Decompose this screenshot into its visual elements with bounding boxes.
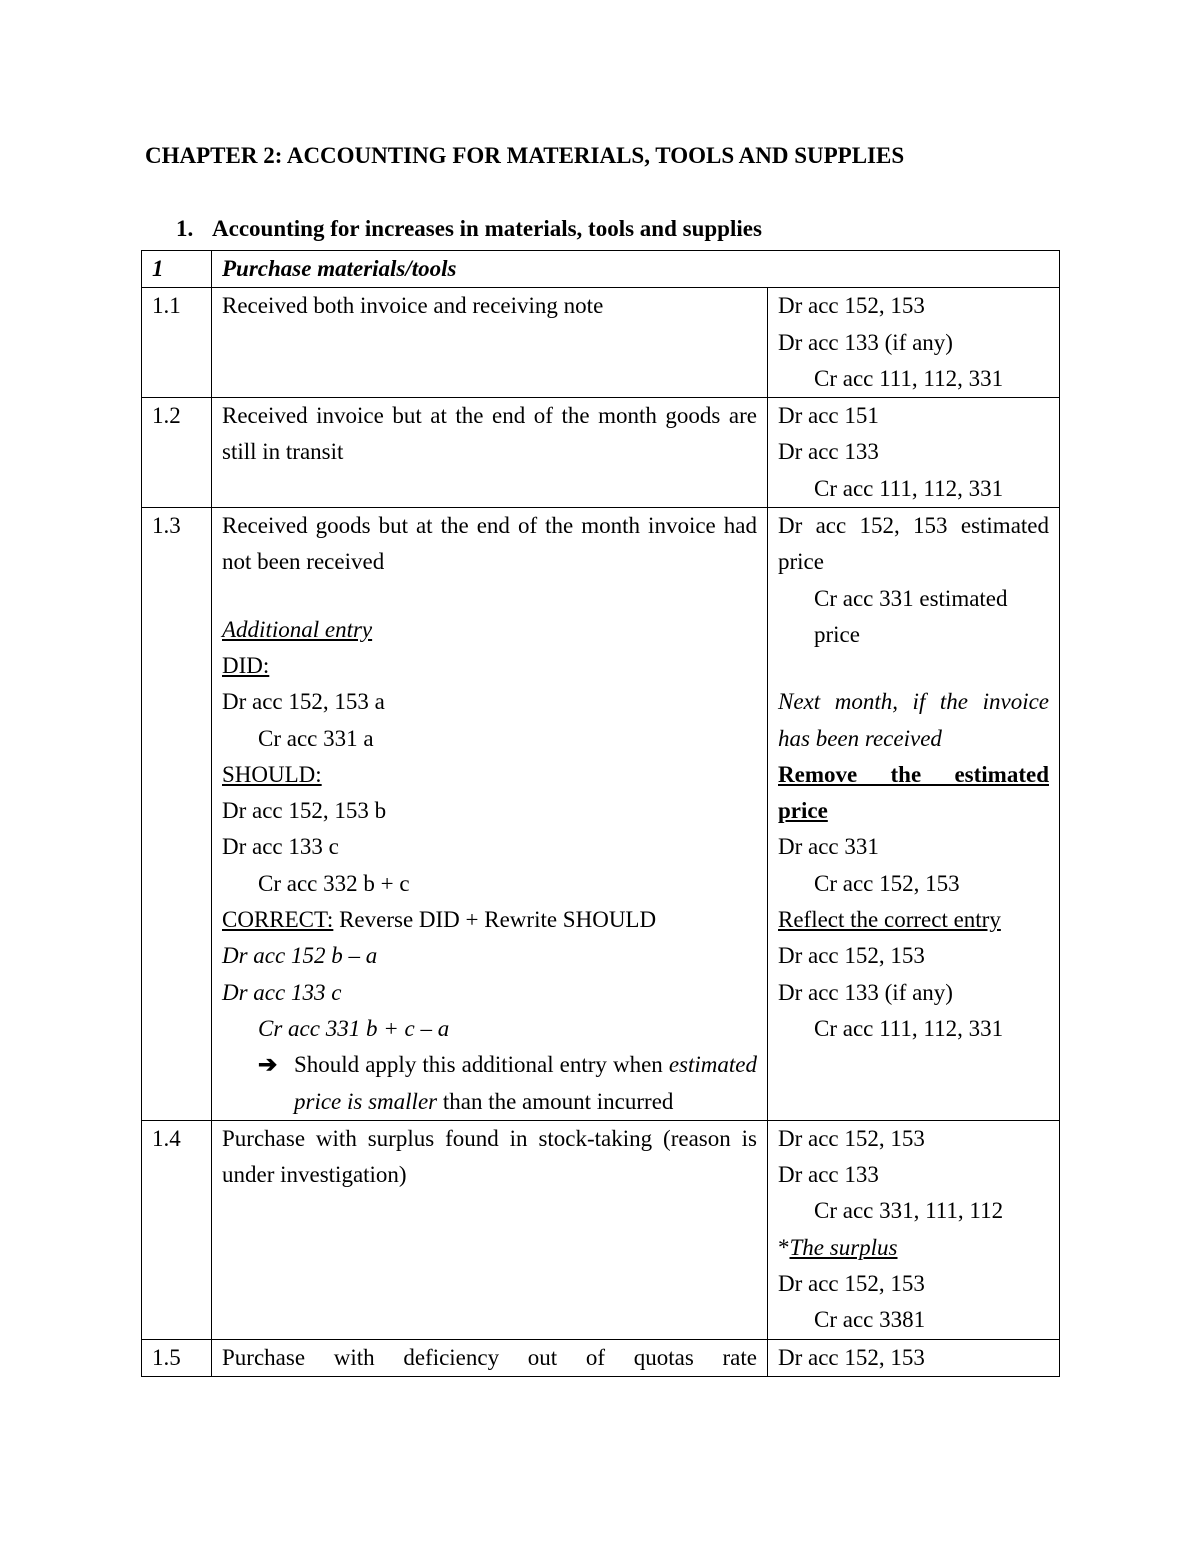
entry-line: Dr acc 152, 153 <box>778 1271 925 1297</box>
row-entries <box>768 1120 1060 1339</box>
row-description <box>212 1120 768 1339</box>
entry-line: Cr acc 152, 153 <box>814 870 960 896</box>
row-entries <box>768 288 1060 398</box>
correct-text: Reverse DID + Rewrite SHOULD <box>333 907 657 933</box>
row-entries <box>768 1339 1060 1376</box>
row-description <box>212 398 768 508</box>
row-number: 1.5 <box>142 1339 212 1376</box>
note-part: than the amount incurred <box>437 1088 674 1114</box>
next-month-note: Next month, if the invoice has been received <box>778 689 1049 751</box>
surplus-label: The surplus <box>789 1234 898 1260</box>
asterisk: * <box>778 1234 790 1260</box>
note-part: Should apply this additional entry when <box>294 1052 669 1078</box>
entry-line: Cr acc 331 a <box>258 725 374 751</box>
correct-label: CORRECT: <box>222 907 334 933</box>
entry-line: Dr acc 151 <box>778 403 879 429</box>
entry-line: Cr acc 331 b + c – a <box>258 1015 450 1041</box>
row-number: 1.3 <box>142 508 212 1121</box>
surplus-line <box>778 1230 1049 1266</box>
note-line <box>222 1047 757 1120</box>
should-label: SHOULD: <box>222 761 322 787</box>
row-number: 1.2 <box>142 398 212 508</box>
row-entries <box>768 398 1060 508</box>
note-part-italic: estimated price is smaller <box>294 1052 757 1114</box>
entry-line: Dr acc 152, 153 b <box>222 798 387 824</box>
note-text <box>294 1047 757 1120</box>
correct-line <box>222 902 757 938</box>
row-description <box>212 1339 768 1376</box>
section-heading <box>176 216 762 242</box>
accounting-table <box>141 250 1060 1377</box>
section-number: 1. <box>176 216 194 241</box>
entry-line: Dr acc 133 <box>778 439 879 465</box>
table-row <box>142 508 1060 1121</box>
section-heading-text: Accounting for increases in materials, tools and supplies <box>212 216 762 241</box>
reflect-label: Reflect the correct entry <box>778 907 1001 933</box>
did-label: DID: <box>222 652 270 678</box>
entry-line: Dr acc 133 c <box>222 979 342 1005</box>
table-row <box>142 398 1060 508</box>
additional-entry-label: Additional entry <box>222 616 373 642</box>
entry-line: Dr acc 331 <box>778 834 879 860</box>
entry-line: Dr acc 133 (if any) <box>778 979 953 1005</box>
description-text: Purchase with surplus found in stock-taking (reason is under investigation) <box>222 1125 757 1188</box>
description-text: Received goods but at the end of the month invoice had not been received <box>222 513 757 575</box>
row-entries <box>768 508 1060 1121</box>
entry-line: Dr acc 133 <box>778 1162 879 1188</box>
row-number: 1.4 <box>142 1120 212 1339</box>
header-title: Purchase materials/tools <box>212 251 1060 288</box>
entry-line: Cr acc 111, 112, 331 <box>814 475 1004 501</box>
page-title: CHAPTER 2: ACCOUNTING FOR MATERIALS, TOOLS AND SUPPLIES <box>145 143 905 168</box>
arrow-icon: ➔ <box>258 1052 278 1078</box>
entry-line: Dr acc 152, 153 estimated price <box>778 513 1049 575</box>
entry-line: Dr acc 152 b – a <box>222 943 378 969</box>
entry-line: Cr acc 331 estimated price <box>814 585 1008 647</box>
entry-line: Dr acc 152, 153 <box>778 1344 925 1370</box>
entry-line: Dr acc 152, 153 a <box>222 689 385 715</box>
entry-line: Cr acc 332 b + c <box>258 870 410 896</box>
entry-line: Dr acc 152, 153 <box>778 943 925 969</box>
table-row <box>142 1339 1060 1376</box>
entry-line: Dr acc 133 (if any) <box>778 329 953 355</box>
description-text: Received invoice but at the end of the month goods are still in transit <box>222 403 757 465</box>
entry-line: Cr acc 111, 112, 331 <box>814 1015 1004 1041</box>
entry-line: Cr acc 111, 112, 331 <box>814 365 1004 391</box>
entry-line: Dr acc 133 c <box>222 834 339 860</box>
table-header-row <box>142 251 1060 288</box>
remove-label: Remove the estimated price <box>778 761 1049 824</box>
table-row <box>142 1120 1060 1339</box>
entry-line: Dr acc 152, 153 <box>778 293 925 319</box>
description-text: Purchase with deficiency out of quotas rate <box>222 1344 757 1370</box>
row-number: 1.1 <box>142 288 212 398</box>
entry-line: Cr acc 3381 <box>814 1307 926 1333</box>
entry-line: Dr acc 152, 153 <box>778 1125 925 1151</box>
header-number: 1 <box>142 251 212 288</box>
row-description <box>212 508 768 1121</box>
description-text: Received both invoice and receiving note <box>222 293 604 319</box>
row-description <box>212 288 768 398</box>
table-row <box>142 288 1060 398</box>
entry-line: Cr acc 331, 111, 112 <box>814 1198 1004 1224</box>
